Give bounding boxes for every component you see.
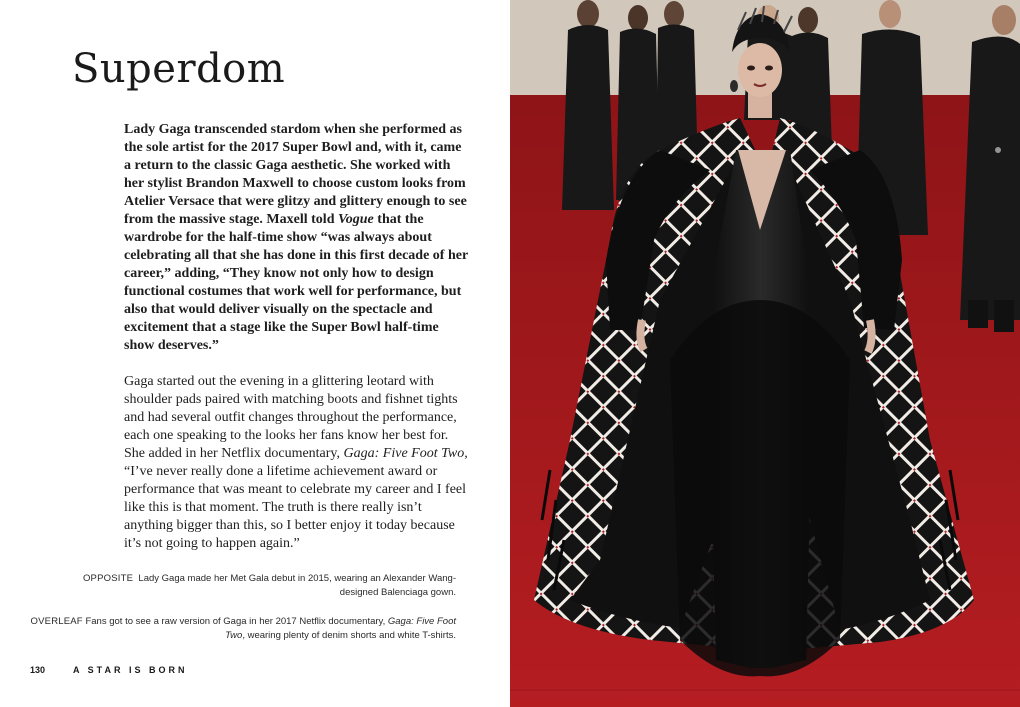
paragraph-1-italic: Vogue (337, 212, 374, 227)
caption-overleaf-text-b: , wearing plenty of denim shorts and white T-shirts. (242, 630, 456, 641)
paragraph-2 (124, 373, 469, 553)
caption-opposite-text: Lady Gaga made her Met Gala debut in 2015, wearing an Alexander Wang-designed Balenciaga gown. (138, 573, 456, 598)
caption-opposite (56, 572, 456, 600)
caption-overleaf (26, 615, 456, 643)
paragraph-1 (124, 121, 469, 355)
page-title: Superdom (72, 46, 286, 92)
caption-overleaf-text-a: Fans got to see a raw version of Gaga in her 2017 Netflix documentary, (85, 616, 388, 627)
caption-overleaf-italic: Gaga: Five Foot Two (225, 616, 456, 641)
caption-overleaf-lead: OVERLEAF (30, 616, 83, 627)
body-copy (124, 121, 469, 553)
page-number: 130 (30, 665, 46, 675)
paragraph-2-italic: Gaga: Five Foot Two (343, 446, 465, 461)
red-carpet-gown-photo (510, 0, 1020, 707)
running-head: A STAR IS BORN (73, 665, 188, 675)
caption-opposite-lead: OPPOSITE (82, 573, 134, 584)
paragraph-1-text-b: that the wardrobe for the half-time show “was always about celebrating all that she has done in this first decade of her career,” adding, “They know not only how to design functional costumes that work well for performance, but also that would deliver visually on the spectacle and excitement that a stage like the Super Bowl half-time show deserves.” (124, 212, 468, 353)
paragraph-2-text-a: Gaga started out the evening in a glittering leotard with shoulder pads paired with matching boots and fishnet tights and had several outfit changes throughout the performance, each one speaking to the looks her fans know her best for. She added in her Netflix documentary, (124, 374, 458, 461)
paragraph-1-text-a: Lady Gaga transcended stardom when she performed as the sole artist for the 2017 Super Bowl and, with it, came a return to the classic Gaga aesthetic. She worked with her stylist Brandon Maxwell to choose custom looks from Atelier Versace that were glitzy and glittery enough to see from the massive stage. Maxell told (124, 122, 467, 227)
paragraph-2-text-b: , “I’ve never really done a lifetime achievement award or performance that was meant to celebrate my career and I feel like this is that moment. The truth is there really isn’t anything bigger than this, so I better enjoy it today because it’s not going to happen again.” (124, 446, 468, 551)
